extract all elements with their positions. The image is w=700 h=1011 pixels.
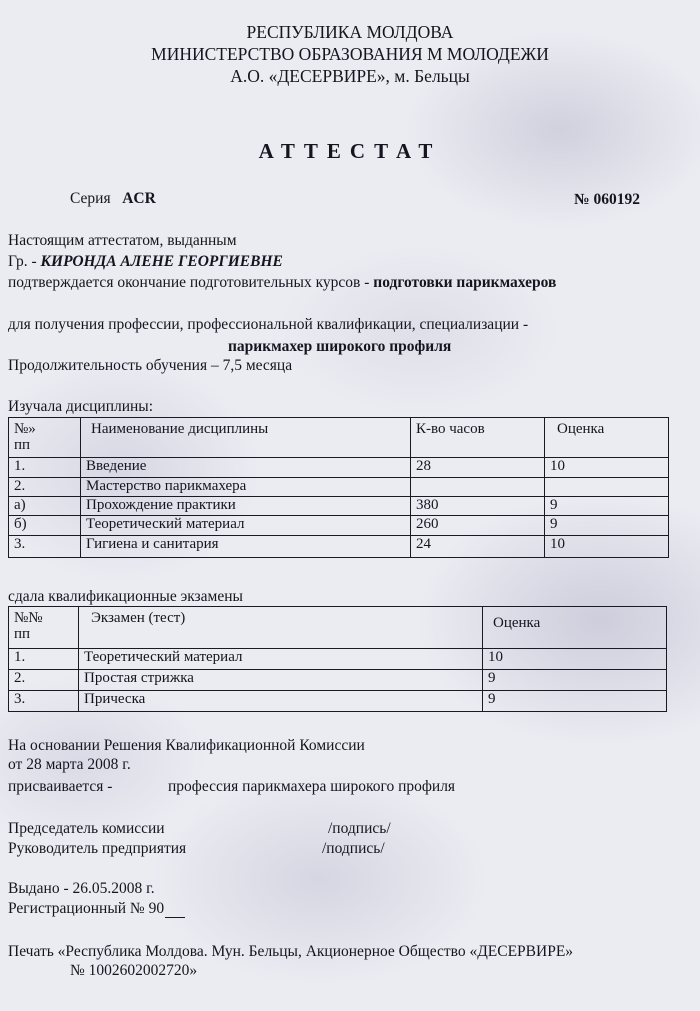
- table-row: [9, 670, 667, 691]
- disciplines-caption: Изучала дисциплины:: [8, 398, 154, 415]
- row-no: б): [9, 516, 81, 536]
- exam-no: 1.: [9, 649, 79, 670]
- series-label: Серия: [70, 190, 111, 207]
- decision-basis: На основании Решения Квалификационной Комиссии: [8, 737, 365, 754]
- exam-header-no-sub: пп: [14, 626, 31, 642]
- profession-name: парикмахер широкого профиля: [228, 338, 452, 355]
- signature-role: Председатель комиссии: [8, 820, 165, 837]
- exam-grade: 9: [483, 691, 667, 712]
- exam-header-no-label: №№: [14, 610, 43, 626]
- assigned-label: присваивается -: [8, 778, 113, 795]
- table-row: [9, 649, 667, 670]
- recipient-line: [8, 253, 283, 271]
- row-name: Мастерство парикмахера: [81, 478, 411, 497]
- recipient-prefix: Гр. -: [8, 253, 37, 270]
- course-confirms: подтверждается окончание подготовительных курсов -: [8, 274, 370, 291]
- table-row: [9, 516, 669, 536]
- row-no: 1.: [9, 458, 81, 478]
- row-grade: 10: [545, 458, 669, 478]
- exam-header-name: Экзамен (тест): [79, 607, 483, 649]
- table-row: [9, 478, 669, 497]
- seal-number: № 1002602002720»: [70, 962, 198, 979]
- course-line: [8, 274, 556, 292]
- row-no: 2.: [9, 478, 81, 497]
- row-name: Гигиена и санитария: [81, 536, 411, 558]
- row-name: Прохождение практики: [81, 497, 411, 516]
- header-ministry: МИНИСТЕРСТВО ОБРАЗОВАНИЯ М МОЛОДЕЖИ: [151, 44, 549, 64]
- exam-grade: 9: [483, 670, 667, 691]
- header-grade: Оценка: [545, 418, 669, 458]
- header-no: [9, 418, 81, 458]
- disciplines-header-row: [9, 418, 669, 458]
- row-hours: 260: [411, 516, 545, 536]
- row-grade: 10: [545, 536, 669, 558]
- seal-text: Печать «Республика Молдова. Мун. Бельцы, Акционерное Общество «ДЕСЕРВИРЕ»: [8, 943, 574, 960]
- header-organization: А.О. «ДЕСЕРВИРЕ», м. Бельцы: [230, 66, 470, 86]
- header-discipline-name: Наименование дисциплины: [81, 418, 411, 458]
- exams-caption: сдала квалификационные экзамены: [8, 588, 243, 605]
- document-title: АТТЕСТАТ: [258, 139, 442, 163]
- recipient-name: КИРОНДА АЛЕНЕ ГЕОРГИЕВНЕ: [40, 253, 283, 270]
- exam-grade: 10: [483, 649, 667, 670]
- exams-table: [8, 606, 667, 712]
- signature-role: Руководитель предприятия: [8, 840, 187, 857]
- row-no: а): [9, 497, 81, 516]
- exam-no: 2.: [9, 670, 79, 691]
- row-hours: 24: [411, 536, 545, 558]
- assigned-value: профессия парикмахера широкого профиля: [168, 778, 456, 795]
- signature-mark: /подпись/: [322, 840, 385, 857]
- exams-header-row: [9, 607, 667, 649]
- duration-line: Продолжительность обучения – 7,5 месяца: [8, 357, 293, 374]
- exam-name: Прическа: [79, 691, 483, 712]
- table-row: [9, 691, 667, 712]
- table-row: [9, 458, 669, 478]
- header-no-sub: пп: [14, 437, 31, 453]
- header-no-label: №»: [14, 421, 36, 437]
- series-value: ACR: [122, 190, 156, 207]
- exam-header-grade: Оценка: [483, 607, 667, 649]
- registration-number: Регистрационный № 90: [8, 900, 165, 917]
- exam-name: Простая стрижка: [79, 670, 483, 691]
- signature-mark: /подпись/: [328, 820, 391, 837]
- row-hours: [411, 478, 545, 497]
- exam-header-no: [9, 607, 79, 649]
- header-hours: К-во часов: [411, 418, 545, 458]
- header-country: РЕСПУБЛИКА МОЛДОВА: [246, 22, 454, 42]
- row-grade: [545, 478, 669, 497]
- row-grade: 9: [545, 516, 669, 536]
- course-name: подготовки парикмахеров: [373, 274, 557, 291]
- document-number: № 060192: [574, 191, 640, 208]
- row-name: Введение: [81, 458, 411, 478]
- decision-date: от 28 марта 2008 г.: [8, 756, 131, 773]
- exam-name: Теоретический материал: [79, 649, 483, 670]
- row-hours: 380: [411, 497, 545, 516]
- table-row: [9, 497, 669, 516]
- row-grade: 9: [545, 497, 669, 516]
- series-line: [70, 190, 156, 208]
- exam-no: 3.: [9, 691, 79, 712]
- row-hours: 28: [411, 458, 545, 478]
- intro-line: Настоящим аттестатом, выданным: [8, 232, 237, 249]
- disciplines-table: [8, 417, 669, 558]
- row-no: 3.: [9, 536, 81, 558]
- purpose-line: для получения профессии, профессиональной квалификации, специализации -: [8, 316, 529, 333]
- table-row: [9, 536, 669, 558]
- row-name: Теоретический материал: [81, 516, 411, 536]
- registration-underline: [165, 917, 185, 918]
- issued-date: Выдано - 26.05.2008 г.: [8, 880, 155, 897]
